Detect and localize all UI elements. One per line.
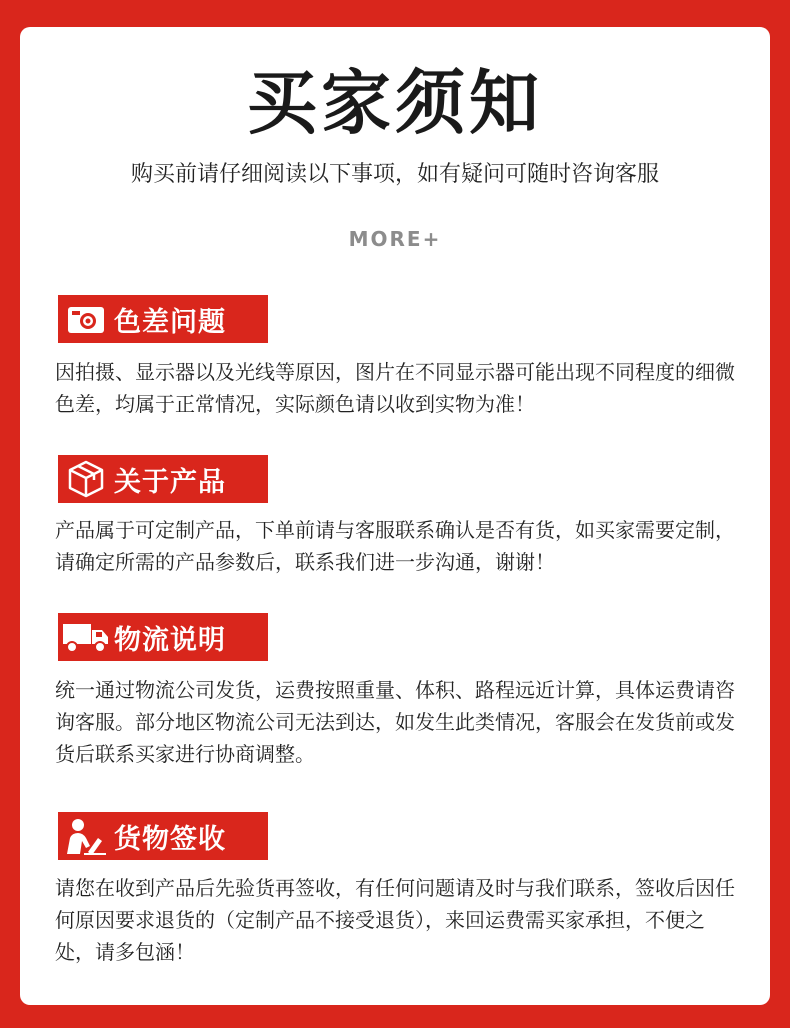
truck-icon <box>58 613 114 661</box>
section-header-about-product <box>58 455 268 503</box>
section-body: 产品属于可定制产品，下单前请与客服联系确认是否有货，如买家需要定制，请确定所需的产品参数后，联系我们进一步沟通，谢谢！ <box>55 518 735 574</box>
section-header-goods-receipt <box>58 812 268 860</box>
section-header-logistics <box>58 613 268 661</box>
page-subtitle: 购买前请仔细阅读以下事项，如有疑问可随时咨询客服 <box>130 162 659 187</box>
section-body: 统一通过物流公司发货，运费按照重量、体积、路程远近计算，具体运费请咨询客服。部分地区物流公司无法到达，如发生此类情况，客服会在发货前或发货后联系买家进行协商调整。 <box>55 678 735 766</box>
section-title: 色差问题 <box>114 306 226 338</box>
section-body: 因拍摄、显示器以及光线等原因，图片在不同显示器可能出现不同程度的细微色差，均属于正常情况，实际颜色请以收到实物为准！ <box>55 360 735 416</box>
section-header-color-difference <box>58 295 268 343</box>
sign-icon <box>58 812 114 860</box>
more-link[interactable]: MORE+ <box>348 227 442 251</box>
section-title: 货物签收 <box>114 823 226 855</box>
section-title: 关于产品 <box>114 466 226 498</box>
box-icon <box>58 455 114 503</box>
page-title: 买家须知 <box>247 62 543 144</box>
section-body: 请您在收到产品后先验货再签收，有任何问题请及时与我们联系，签收后因任何原因要求退货的（定制产品不接受退货），来回运费需买家承担，不便之处，请多包涵！ <box>55 876 735 964</box>
camera-icon <box>58 295 114 343</box>
section-title: 物流说明 <box>114 624 226 656</box>
